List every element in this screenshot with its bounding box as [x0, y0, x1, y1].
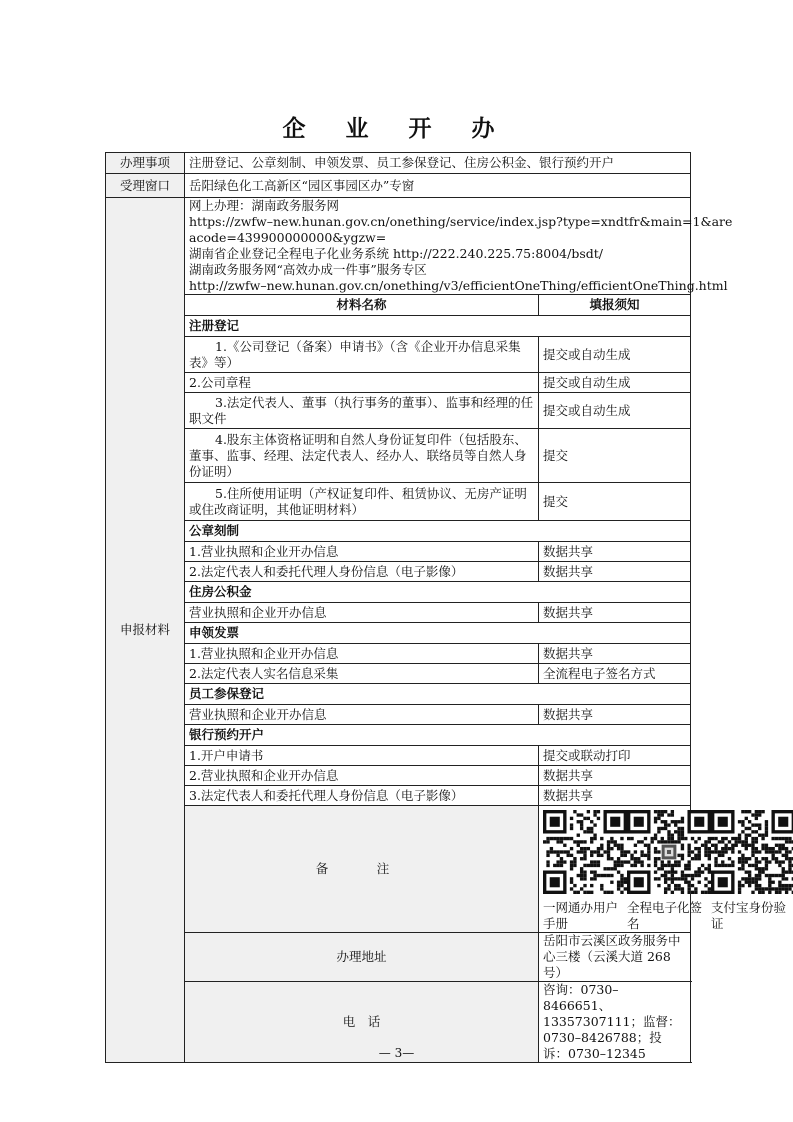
header-material-name: 材料名称: [185, 295, 539, 316]
section-title: 申领发票: [185, 623, 691, 644]
matters-value: 注册登记、公章刻制、申领发票、员工参保登记、住房公积金、银行预约开户: [185, 153, 691, 174]
page-number: — 3—: [378, 1046, 415, 1060]
online-link[interactable]: https://zwfw–new.hunan.gov.cn/onething/service/index.jsp?type=xndtfr&main=1&are: [189, 214, 733, 229]
qr-caption: 全程电子化签名: [627, 900, 703, 931]
material-name: 1.《公司登记（备案）申请书》（含《企业开办信息采集表》等）: [185, 337, 539, 373]
materials-label: 申报材料: [106, 198, 185, 1063]
header-fill-notes: 填报须知: [539, 295, 691, 316]
material-note: 数据共享: [539, 644, 691, 664]
material-note: 提交或自动生成: [539, 373, 691, 393]
material-note: 数据共享: [539, 705, 691, 725]
window-label: 受理窗口: [106, 174, 185, 198]
qr-code-icon: [711, 810, 793, 894]
material-name: 营业执照和企业开办信息: [185, 705, 539, 725]
online-line[interactable]: 湖南省企业登记全程电子化业务系统 http://222.240.225.75:8004/bsdt/: [189, 246, 603, 261]
material-note: 全流程电子签名方式: [539, 664, 691, 684]
material-name: 2.公司章程: [185, 373, 539, 393]
material-name: 营业执照和企业开办信息: [185, 603, 539, 623]
section-title: 注册登记: [185, 316, 691, 337]
material-name: 5.住所使用证明（产权证复印件、租赁协议、无房产证明或住改商证明，其他证明材料）: [185, 483, 539, 521]
online-line: 网上办理：湖南政务服务网: [189, 198, 340, 213]
section-title: 公章刻制: [185, 521, 691, 542]
remarks-label: 备 注: [185, 806, 539, 933]
material-note: 提交或联动打印: [539, 746, 691, 766]
phone-label: 电 话: [185, 982, 539, 1063]
window-value: 岳阳绿色化工高新区“园区事园区办”专窗: [185, 174, 691, 198]
qr-code-alipay-verify[interactable]: [711, 810, 793, 932]
online-link[interactable]: http://zwfw–new.hunan.gov.cn/onething/v3/efficientOneThing/efficientOneThing.html: [189, 278, 728, 293]
material-name: 2.法定代表人和委托代理人身份信息（电子影像）: [185, 562, 539, 582]
qr-code-icon: [627, 810, 711, 894]
qr-caption: 支付宝身份验证: [711, 900, 787, 931]
section-title: 银行预约开户: [185, 725, 691, 746]
material-note: 提交或自动生成: [539, 337, 691, 373]
online-line: 湖南政务服务网“高效办成一件事”服务专区: [189, 262, 427, 277]
section-title: 员工参保登记: [185, 684, 691, 705]
material-name: 1.开户申请书: [185, 746, 539, 766]
qr-code-user-manual[interactable]: [543, 810, 627, 932]
qr-code-area: [539, 806, 787, 933]
qr-caption: 一网通办用户手册: [543, 900, 619, 931]
online-link[interactable]: acode=439900000000&ygzw=: [189, 230, 387, 245]
material-name: 3.法定代表人、董事（执行事务的董事）、监事和经理的任职文件: [185, 393, 539, 429]
address-value: 岳阳市云溪区政务服务中心三楼（云溪大道 268 号）: [539, 933, 691, 982]
business-setup-table: [105, 152, 787, 1063]
material-note: 数据共享: [539, 542, 691, 562]
material-note: 数据共享: [539, 603, 691, 623]
material-note: 数据共享: [539, 562, 691, 582]
qr-code-e-signature[interactable]: [627, 810, 711, 932]
matters-label: 办理事项: [106, 153, 185, 174]
material-note: 提交: [539, 429, 691, 483]
material-name: 2.法定代表人实名信息采集: [185, 664, 539, 684]
phone-value: 咨询：0730–8466651、13357307111；监督：0730–8426788；投诉：0730–12345: [539, 982, 691, 1063]
material-note: 提交: [539, 483, 691, 521]
section-title: 住房公积金: [185, 582, 691, 603]
qr-code-icon: [543, 810, 627, 894]
material-name: 4.股东主体资格证明和自然人身份证复印件（包括股东、董事、监事、经理、法定代表人、经办人、联络员等自然人身份证明）: [185, 429, 539, 483]
online-service-block: [185, 198, 733, 295]
material-note: 提交或自动生成: [539, 393, 691, 429]
material-name: 3.法定代表人和委托代理人身份信息（电子影像）: [185, 786, 539, 806]
address-label: 办理地址: [185, 933, 539, 982]
material-note: 数据共享: [539, 786, 691, 806]
page-title: 企 业 开 办: [282, 115, 511, 142]
material-name: 2.营业执照和企业开办信息: [185, 766, 539, 786]
material-name: 1.营业执照和企业开办信息: [185, 542, 539, 562]
material-note: 数据共享: [539, 766, 691, 786]
material-name: 1.营业执照和企业开办信息: [185, 644, 539, 664]
